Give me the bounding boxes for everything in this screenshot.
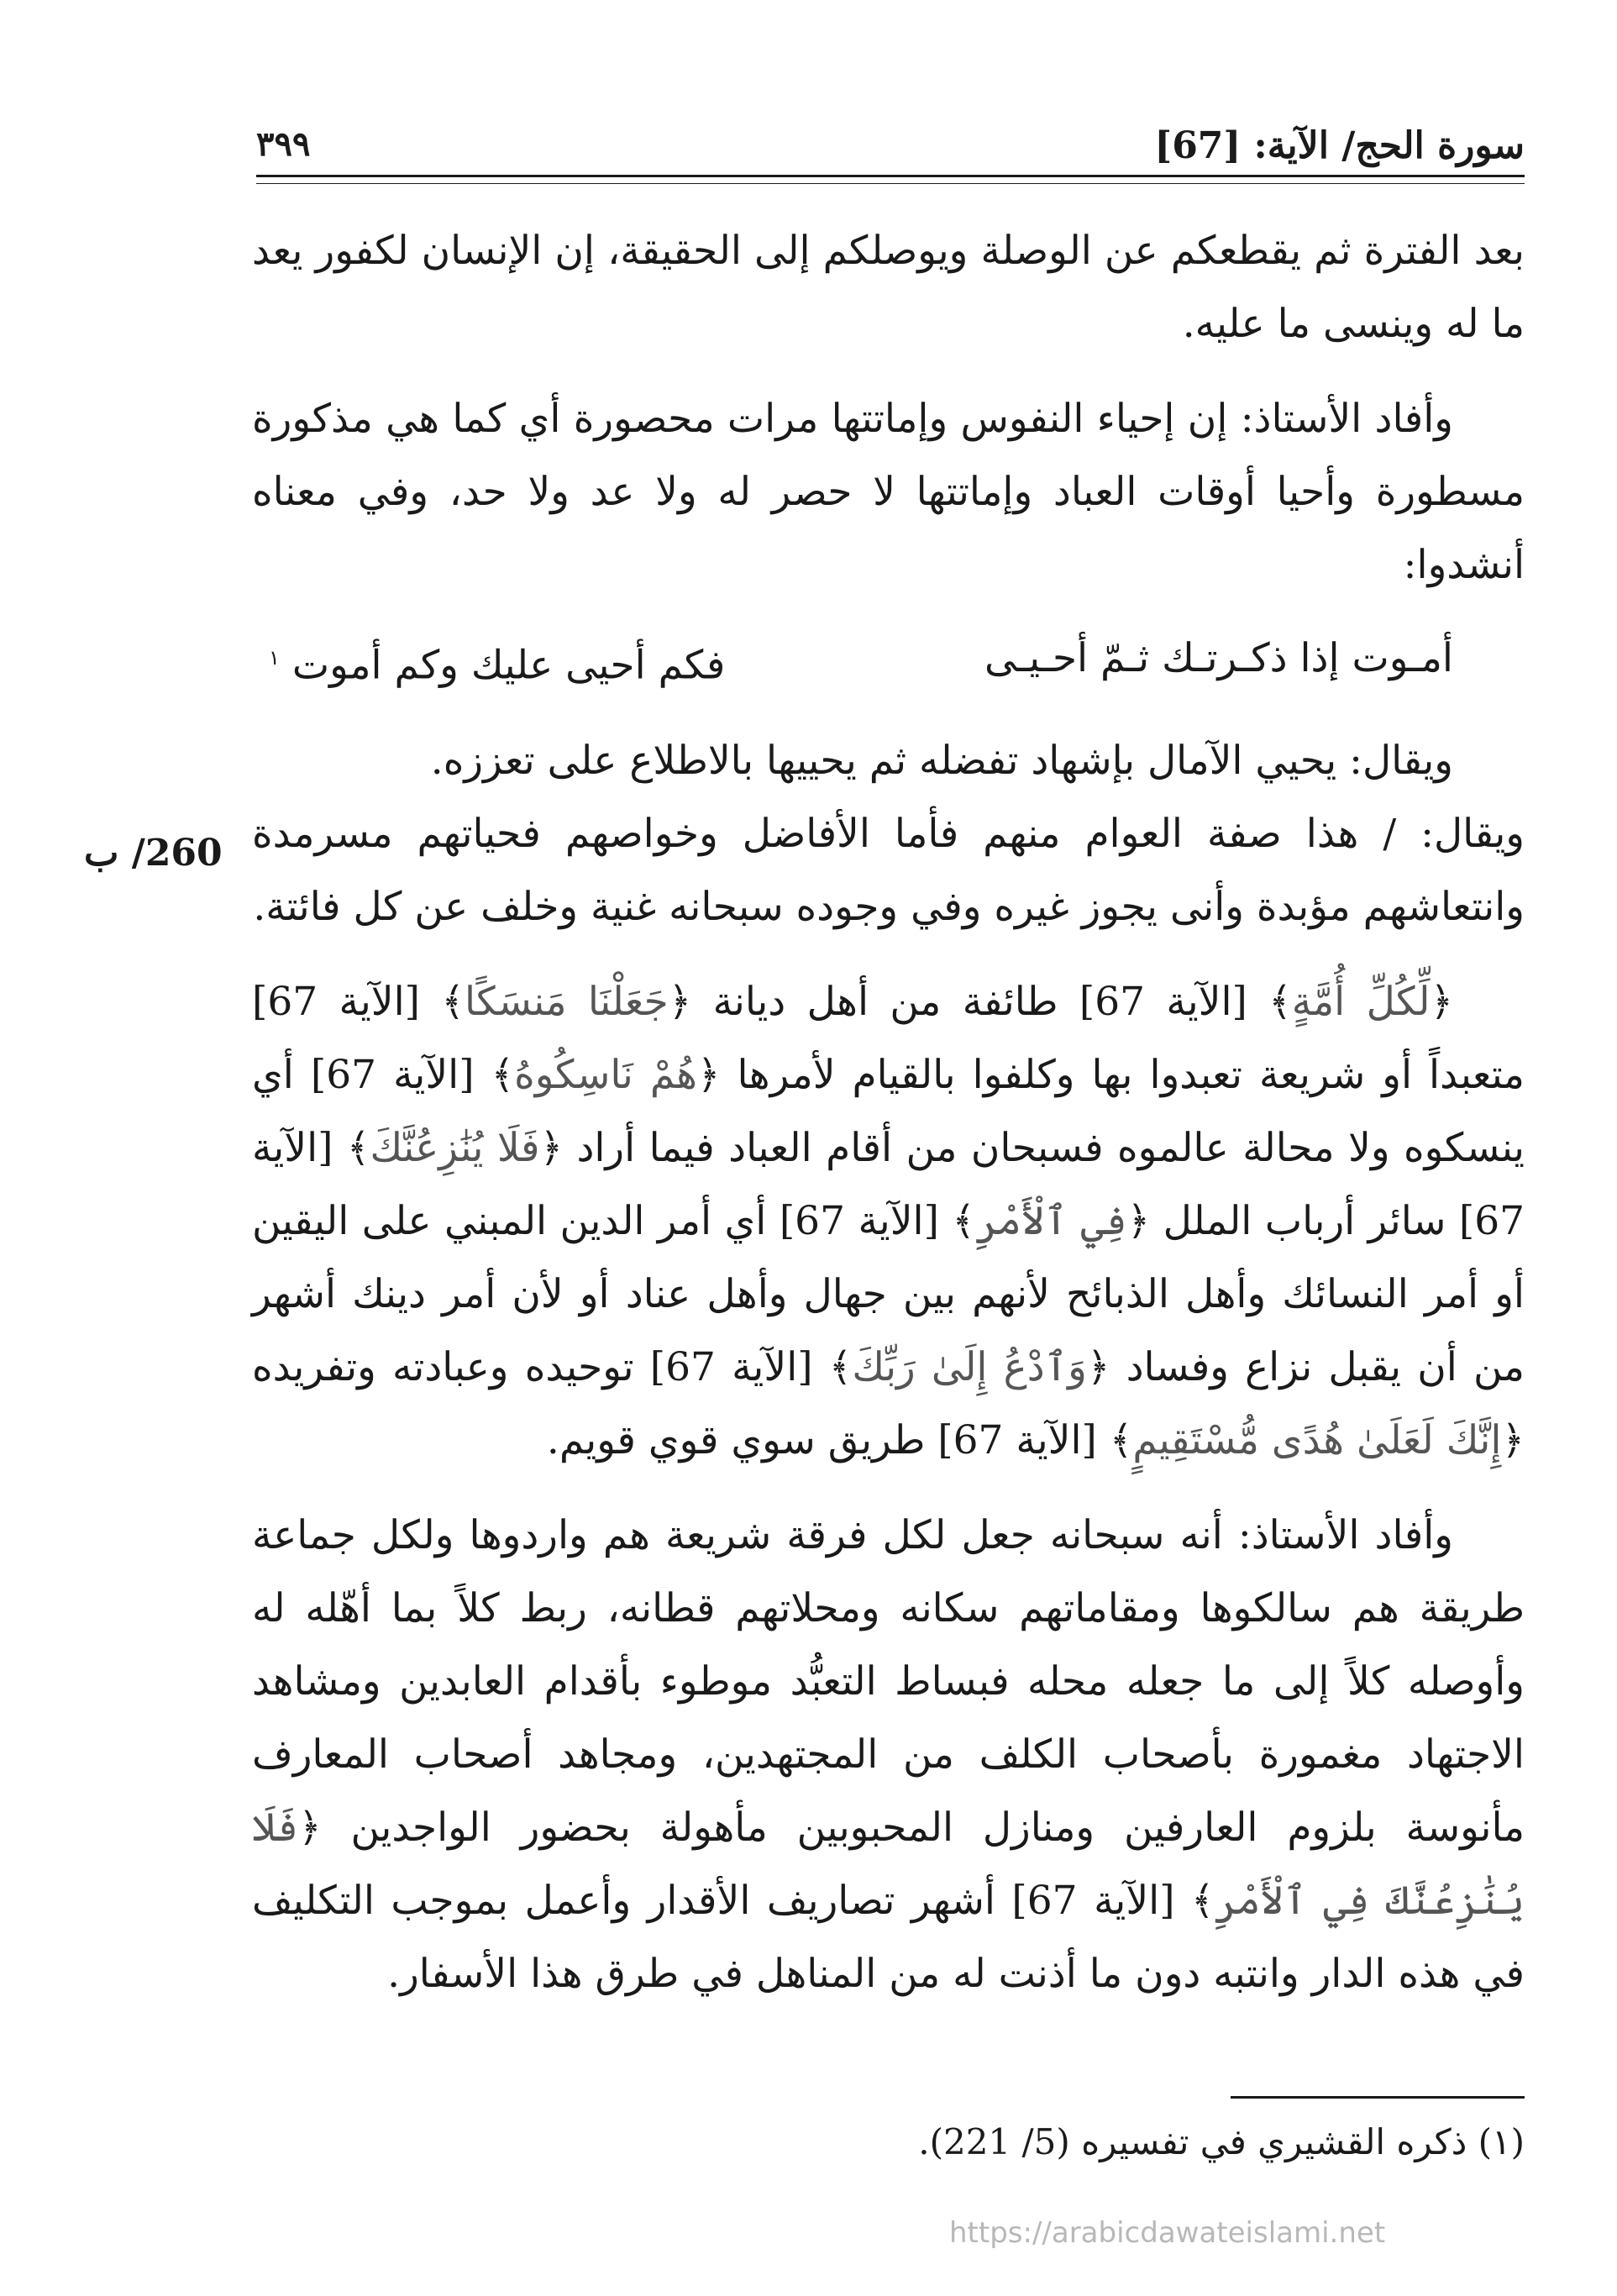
verse-second-hemistich: فكم أحيى عليك وكم أموت $^١$	[269, 642, 726, 689]
quran-bracket-open: ﴿	[1501, 1416, 1525, 1463]
commentary-text: [الآية 67] توحيده وعبادته وتفريده	[252, 1343, 813, 1390]
paragraph-1: بعد الفترة ثم يقطعكم عن الوصلة ويوصلكم إلى الحقيقة، إن الإنسان لكفور يعد ما له وينسى ما عليه.	[252, 228, 1525, 347]
quran-bracket-close: ﴾	[1191, 1877, 1215, 1924]
quran-bracket-close: ﴾	[828, 1343, 853, 1390]
commentary-text: [الآية 67] أي أمر الدين المبني على اليقين أو أمر النسائك وأهل الذبائح لأنهم بين جهال وأهل عناد أو لأن أمر دينك أشهر من أن يقبل نزاع وفساد	[252, 1197, 1525, 1390]
quran-bracket-open: ﴿	[539, 1124, 563, 1171]
quran-bracket-open: ﴿	[696, 1051, 721, 1098]
paragraph-2: وأفاد الأستاذ: إن إحياء النفوس وإماتتها مرات محصورة أي كما هي مذكورة مسطورة وأحيا أوقات العباد وإماتتها لا حصر له ولا عد ولا حد، وفي معناه أنشدوا:	[252, 396, 1525, 588]
quran-quote: وَٱدْعُ إِلَىٰ رَبِّكَ	[852, 1343, 1087, 1390]
paragraph-6	[252, 1499, 1525, 2010]
quran-bracket-close: ﴾	[1268, 978, 1292, 1025]
quran-quote: إِنَّكَ لَعَلَىٰ هُدًى مُّسْتَقِيمٍ	[1132, 1416, 1502, 1463]
footnote-rule	[1231, 2096, 1525, 2099]
quran-quote: لِّكُلِّ أُمَّةٍ	[1291, 978, 1431, 1025]
header-rule	[256, 175, 1525, 177]
quran-bracket-close: ﴾	[491, 1051, 515, 1098]
quran-bracket-open: ﴿	[1430, 978, 1453, 1025]
verse-first-hemistich: أمـوت إذا ذكـرتـك ثـمّ أحـيـى	[984, 635, 1453, 681]
paragraph-4: ويقال: / هذا صفة العوام منهم فأما الأفاضل وخواصهم فحياتهم مسرمدة وانتعاشهم مؤبدة وأنى يجوز غيره وفي وجوده سبحانه غنية وخلف عن كل فائتة.	[252, 810, 1525, 930]
header-rule-thin	[256, 183, 1525, 184]
paragraph-5	[252, 965, 1525, 1477]
quran-bracket-open: ﴿	[668, 978, 692, 1025]
commentary-text: [الآية 67] طائفة من أهل ديانة	[712, 978, 1247, 1025]
commentary-text: [الآية 67] سائر أرباب الملل	[252, 1124, 1525, 1244]
watermark-url: https://arabicdawateislami.net	[949, 2216, 1386, 2250]
commentary-text: [الآية 67] متعبداً أو شريعة تعبدوا بها وكلفوا بالقيام لأمرها	[252, 978, 1525, 1098]
commentary-text: [الآية 67] أي ينسكوه ولا محالة عالموه فسبحان من أقام العباد فيما أراد	[252, 1051, 1525, 1171]
quran-bracket-close: ﴾	[1109, 1416, 1133, 1463]
quran-quote: فَلَا يُنَٰزِعُنَّكَ فِي ٱلْأَمْرِ	[252, 1804, 1525, 1924]
quran-quote: جَعَلْنَا مَنسَكًا	[464, 978, 669, 1025]
quran-quote: فِي ٱلْأَمْرِ	[974, 1197, 1127, 1244]
quran-bracket-close: ﴾	[441, 978, 465, 1025]
quran-bracket-open: ﴿	[298, 1804, 322, 1851]
commentary-text: [الآية 67] طريق سوي قوي قويم.	[546, 1416, 1097, 1463]
footnote-marker: ١	[269, 646, 280, 670]
quran-quote: هُمْ نَاسِكُوهُ	[514, 1051, 697, 1098]
commentary-text: وأفاد الأستاذ: أنه سبحانه جعل لكل فرقة شريعة هم واردوها ولكل جماعة طريقة هم سالكوها ومقاماتهم سكانه ومحلاتهم قطانه، ربط كلاً بما أهّله له وأوصله كلاً إلى ما جعله محله فبساط التعبُّد موطوء بأقدام العابدين ومشاهد الاجتهاد مغمورة بأصحاب الكلف من المجتهدين، ومجاهد أصحاب المعارف مأنوسة بلزوم العارفين ومنازل المحبوبين مأهولة بحضور الواجدين	[252, 1511, 1525, 1851]
footnote: (١) ذكره القشيري في تفسيره (5/ 221).	[918, 2121, 1525, 2162]
paragraph-3: ويقال: يحيي الآمال بإشهاد تفضله ثم يحييها بالاطلاع على تعززه.	[430, 737, 1453, 784]
page-number: ٣٩٩	[256, 124, 311, 164]
quran-bracket-close: ﴾	[952, 1197, 975, 1244]
page-header	[256, 118, 1525, 176]
main-text	[252, 214, 1525, 2010]
quran-quote: فَلَا يُنَٰزِعُنَّكَ	[370, 1124, 540, 1171]
quran-bracket-close: ﴾	[346, 1124, 370, 1171]
commentary-text: [الآية 67] أشهر تصاريف الأقدار وأعمل بموجب التكليف في هذه الدار وانتبه دون ما أذنت له من المناهل في طرق هذا الأسفار.	[252, 1877, 1525, 1997]
surah-title: سورة الحج/ الآية: [67]	[1154, 124, 1525, 167]
quran-bracket-open: ﴿	[1126, 1197, 1151, 1244]
poetry-verse	[252, 622, 1525, 702]
quran-bracket-open: ﴿	[1086, 1343, 1110, 1390]
manuscript-folio-note: 260/ ب	[84, 832, 223, 875]
